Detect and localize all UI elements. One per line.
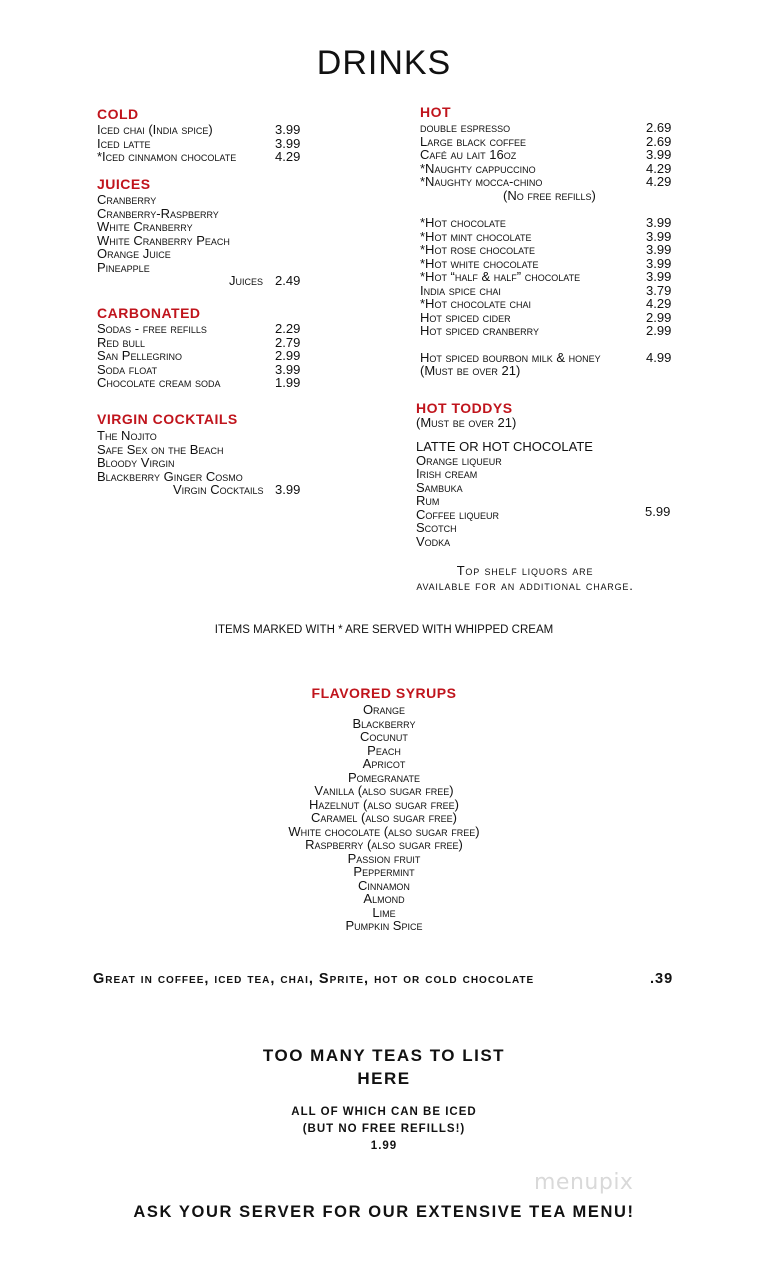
teas-subtext bbox=[234, 1104, 534, 1155]
menu-item-price: 1.99 bbox=[275, 375, 301, 390]
syrups-section bbox=[234, 685, 534, 933]
menu-item-price: 3.99 bbox=[646, 242, 672, 257]
syrup-item: White chocolate (also sugar free) bbox=[288, 823, 480, 839]
menu-item-price: 2.69 bbox=[646, 120, 672, 135]
virgin-heading: VIRGIN COCKTAILS bbox=[97, 411, 238, 427]
menu-item-row bbox=[420, 284, 680, 298]
toddys-heading: HOT TODDYS bbox=[416, 400, 513, 416]
hot-list-coffee bbox=[420, 121, 680, 189]
cold-list bbox=[97, 123, 317, 164]
menu-item-price: 3.99 bbox=[646, 147, 672, 162]
toddy-liqueur-item: Vodka bbox=[416, 533, 451, 549]
menu-item-name: *Hot mint chocolate bbox=[420, 228, 532, 244]
juices-price-label: Juices bbox=[229, 273, 264, 288]
teas-price: 1.99 bbox=[370, 1140, 398, 1152]
toddys-price: 5.99 bbox=[645, 504, 671, 519]
menu-item-name: San Pellegrino bbox=[97, 348, 182, 363]
menu-item-row bbox=[97, 363, 317, 377]
menu-item-price: 3.99 bbox=[275, 122, 301, 137]
syrup-item: Pumpkin Spice bbox=[345, 918, 423, 933]
menu-item-price: 2.79 bbox=[275, 334, 301, 350]
menu-item-name: Iced latte bbox=[97, 135, 151, 151]
juice-item: Cranberry-Raspberry bbox=[97, 205, 219, 221]
menu-item-row bbox=[420, 257, 680, 271]
juices-heading: JUICES bbox=[97, 176, 151, 192]
menu-item-price: 2.69 bbox=[646, 133, 672, 149]
menu-item-name: *Hot chocolate chai bbox=[420, 296, 532, 311]
great-in-price: .39 bbox=[650, 971, 674, 987]
syrup-item: Apricot bbox=[362, 756, 406, 771]
menu-item-name: *Hot rose chocolate bbox=[420, 242, 536, 257]
menu-item-row bbox=[420, 270, 680, 284]
bourbon-name: Hot spiced bourbon milk & honey bbox=[420, 349, 601, 365]
menu-item-row bbox=[420, 311, 680, 325]
menu-item-name: *Hot white chocolate bbox=[420, 255, 539, 271]
great-in-line bbox=[93, 973, 534, 987]
menu-item-name: *Hot chocolate bbox=[420, 215, 506, 230]
syrup-item: Vanilla (also sugar free) bbox=[314, 783, 454, 798]
menu-item-price: 3.79 bbox=[646, 282, 672, 298]
virgin-item: Safe Sex on the Beach bbox=[97, 441, 224, 457]
virgin-item: Bloody Virgin bbox=[97, 455, 175, 470]
teas-sub2: (BUT NO FREE REFILLS!) bbox=[302, 1123, 466, 1135]
syrup-item: Peach bbox=[367, 742, 401, 758]
hot-note: (No free refills) bbox=[503, 187, 596, 203]
toddy-liqueur-item: Coffee liqueur bbox=[416, 506, 500, 522]
carbonated-section bbox=[97, 305, 317, 390]
menu-item-price: 2.99 bbox=[646, 323, 672, 338]
teas-line1: TOO MANY TEAS TO LIST bbox=[262, 1046, 506, 1065]
virgin-price-label: Virgin Cocktails bbox=[173, 482, 264, 497]
virgin-item: The Nojito bbox=[97, 428, 157, 443]
juice-item: Orange Juice bbox=[97, 246, 171, 261]
menu-item-row bbox=[420, 216, 680, 230]
menu-item-row bbox=[97, 322, 317, 336]
syrup-item: Passion fruit bbox=[347, 850, 421, 866]
carbonated-heading: CARBONATED bbox=[97, 305, 201, 321]
syrup-item: Pomegranate bbox=[347, 769, 420, 785]
juices-price-row bbox=[97, 274, 317, 288]
menu-item-row bbox=[420, 135, 680, 149]
menu-item-name: Sodas - free refills bbox=[97, 321, 207, 336]
teas-sub1: ALL OF WHICH CAN BE ICED bbox=[291, 1106, 477, 1118]
menu-item-name: Red bull bbox=[97, 334, 146, 350]
virgin-list bbox=[97, 429, 317, 483]
footer-tea-menu: ASK YOUR SERVER FOR OUR EXTENSIVE TEA MENU! bbox=[133, 1203, 635, 1221]
menu-item-price: 4.29 bbox=[646, 174, 672, 189]
juices-list bbox=[97, 193, 317, 274]
menu-item-name: Hot spiced cranberry bbox=[420, 323, 539, 338]
juices-price: 2.49 bbox=[275, 273, 301, 288]
menu-item-row bbox=[97, 336, 317, 350]
menu-item-row bbox=[97, 123, 317, 137]
bourbon-price: 4.99 bbox=[646, 349, 672, 365]
toddy-liqueur-item: Irish cream bbox=[416, 466, 478, 481]
carbonated-list bbox=[97, 322, 317, 390]
menu-item-name: *Iced cinnamon chocolate bbox=[97, 149, 237, 164]
bourbon-note: (Must be over 21) bbox=[420, 363, 521, 378]
teas-line2: HERE bbox=[357, 1069, 411, 1088]
menu-item-name: Chocolate cream soda bbox=[97, 375, 221, 390]
syrup-item: Cocunut bbox=[360, 729, 408, 744]
toddy-liqueur-item: Scotch bbox=[416, 520, 457, 535]
menu-item-price: 2.29 bbox=[275, 321, 301, 336]
teas-section bbox=[234, 1044, 534, 1090]
menu-item-name: double espresso bbox=[420, 120, 511, 135]
top-shelf-line1: Top shelf liquors are bbox=[456, 563, 594, 578]
hot-section bbox=[420, 104, 680, 378]
juice-item: Cranberry bbox=[97, 192, 157, 207]
syrup-item: Orange bbox=[362, 702, 406, 717]
menu-item-row bbox=[420, 162, 680, 176]
menu-item-row bbox=[420, 324, 680, 338]
juice-item: Pineapple bbox=[97, 259, 150, 275]
menu-item-name: *Naughty mocca-chino bbox=[420, 174, 543, 189]
page-title: DRINKS bbox=[316, 44, 452, 82]
great-in-text: Great in coffee, iced tea, chai, Sprite, hot or cold chocolate bbox=[93, 971, 535, 987]
toddy-liqueur-item: Rum bbox=[416, 493, 440, 508]
juice-item: White Cranberry Peach bbox=[97, 232, 230, 248]
menu-item-price: 4.29 bbox=[646, 160, 672, 176]
toddys-section bbox=[416, 400, 676, 548]
toddys-note: (Must be over 21) bbox=[416, 415, 517, 430]
cold-section bbox=[97, 106, 317, 164]
menu-item-name: *Naughty cappuccino bbox=[420, 160, 536, 176]
menu-item-name: Large black coffee bbox=[420, 133, 526, 149]
menu-item-name: Soda float bbox=[97, 361, 158, 377]
juices-section bbox=[97, 176, 317, 288]
menu-item-price: 3.99 bbox=[646, 215, 672, 230]
menu-item-name: Hot spiced cider bbox=[420, 309, 511, 325]
bourbon-row bbox=[420, 351, 680, 365]
menu-item-row bbox=[97, 376, 317, 390]
syrup-item: Hazelnut (also sugar free) bbox=[309, 796, 459, 812]
menu-item-row bbox=[97, 150, 317, 164]
menu-item-price: 2.99 bbox=[275, 348, 301, 363]
menu-item-name: Café au lait 16oz bbox=[420, 147, 517, 162]
hot-heading: HOT bbox=[420, 104, 452, 120]
menu-item-price: 3.99 bbox=[646, 269, 672, 284]
menu-item-row bbox=[420, 230, 680, 244]
menu-item-price: 4.29 bbox=[646, 296, 672, 311]
toddy-liqueur-item: Sambuka bbox=[416, 479, 463, 495]
virgin-item: Blackberry Ginger Cosmo bbox=[97, 468, 243, 484]
juice-item: White Cranberry bbox=[97, 219, 193, 234]
menu-item-price: 3.99 bbox=[275, 135, 301, 151]
menu-item-name: *Hot “half & half” chocolate bbox=[420, 269, 581, 284]
toddy-liqueur-item: Orange liqueur bbox=[416, 452, 502, 468]
syrup-item: Raspberry (also sugar free) bbox=[305, 837, 463, 852]
menu-item-name: Iced chai (India spice) bbox=[97, 122, 213, 137]
whipped-cream-note: ITEMS MARKED WITH * ARE SERVED WITH WHIPPED CREAM bbox=[214, 624, 554, 636]
hot-list-chocolate bbox=[420, 216, 680, 338]
toddys-list bbox=[416, 454, 676, 549]
syrups-heading: FLAVORED SYRUPS bbox=[311, 685, 457, 701]
cold-heading: COLD bbox=[97, 106, 139, 122]
menu-item-price: 3.99 bbox=[646, 228, 672, 244]
menu-item-price: 3.99 bbox=[275, 361, 301, 377]
syrups-list bbox=[234, 703, 534, 933]
syrup-item: Peppermint bbox=[353, 864, 415, 879]
syrup-item: Blackberry bbox=[352, 715, 416, 731]
menupix-watermark: menupix bbox=[534, 1170, 634, 1195]
syrup-item: Almond bbox=[363, 891, 405, 906]
syrup-item: Lime bbox=[372, 904, 396, 920]
menu-item-row bbox=[420, 297, 680, 311]
menu-item-row bbox=[97, 349, 317, 363]
syrup-item: Cinnamon bbox=[358, 877, 410, 893]
top-shelf-note bbox=[380, 564, 670, 593]
menu-item-row bbox=[97, 137, 317, 151]
menu-item-row bbox=[420, 121, 680, 135]
virgin-price-row bbox=[97, 483, 317, 497]
menu-item-price: 2.99 bbox=[646, 309, 672, 325]
menu-item-name: India spice chai bbox=[420, 282, 501, 298]
virgin-section bbox=[97, 411, 317, 497]
virgin-price: 3.99 bbox=[275, 482, 301, 497]
syrup-item: Caramel (also sugar free) bbox=[311, 810, 457, 825]
menu-item-price: 4.29 bbox=[275, 149, 301, 164]
menu-item-price: 3.99 bbox=[646, 255, 672, 271]
menu-item-row bbox=[420, 148, 680, 162]
toddys-base: LATTE OR HOT CHOCOLATE bbox=[416, 438, 593, 454]
top-shelf-line2: available for an additional charge. bbox=[416, 578, 634, 593]
menu-item-row bbox=[420, 243, 680, 257]
menu-item-row bbox=[420, 175, 680, 189]
